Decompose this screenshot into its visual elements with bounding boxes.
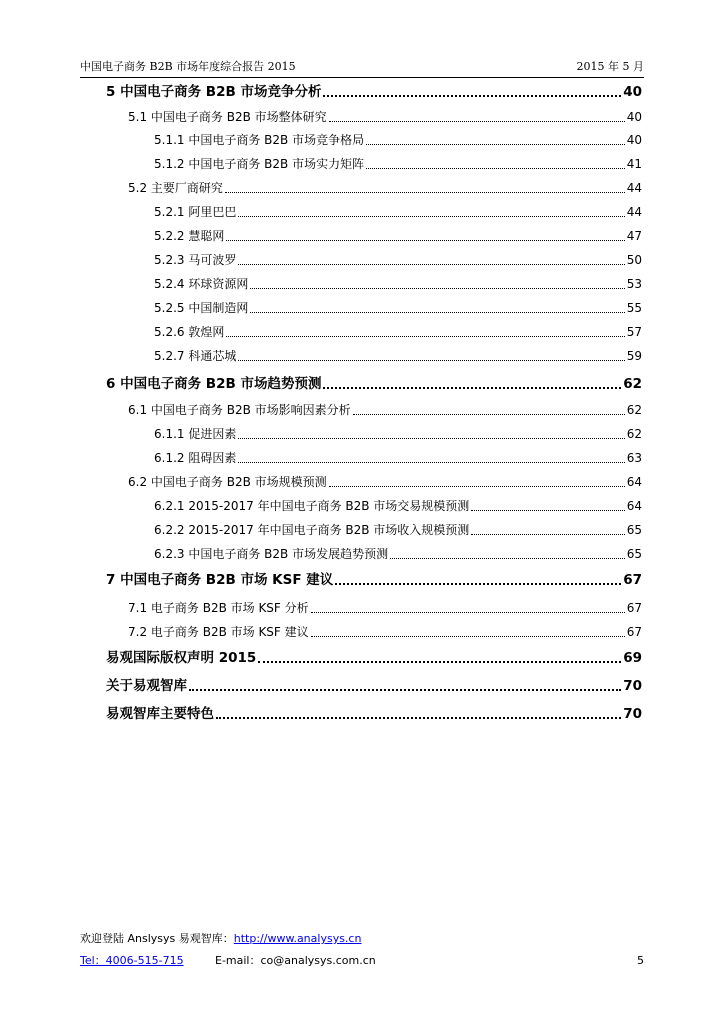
toc-dot-leader — [225, 192, 625, 193]
toc-entry-title: 7 中国电子商务 B2B 市场 KSF 建议 — [106, 572, 334, 588]
toc-entry-title: 5 中国电子商务 B2B 市场竞争分析 — [106, 84, 322, 100]
toc-dot-leader — [238, 216, 624, 217]
toc-dot-leader — [258, 661, 621, 663]
footer-welcome-text: 欢迎登陆 Anslysys 易观智库： — [80, 932, 234, 945]
toc-entry-page: 62 — [626, 403, 642, 417]
toc-entry-title: 7.2 电子商务 B2B 市场 KSF 建议 — [128, 625, 309, 639]
toc-entry[interactable] — [154, 424, 642, 444]
toc-entry-page: 57 — [626, 325, 642, 339]
toc-dot-leader — [329, 486, 625, 487]
toc-entry[interactable] — [106, 648, 642, 668]
toc-entry-page: 40 — [623, 84, 642, 100]
toc-entry-title: 6.1.2 阻碍因素 — [154, 451, 237, 465]
toc-entry-page: 63 — [626, 451, 642, 465]
toc-entry[interactable] — [106, 676, 642, 696]
header-report-title: 中国电子商务 B2B 市场年度综合报告 2015 — [80, 60, 296, 73]
toc-dot-leader — [366, 144, 625, 145]
toc-entry-title: 5.2 主要厂商研究 — [128, 181, 223, 195]
toc-entry-page: 64 — [626, 499, 642, 513]
toc-entry[interactable] — [154, 448, 642, 468]
toc-entry-page: 69 — [623, 650, 642, 666]
toc-entry-title: 6.2 中国电子商务 B2B 市场规模预测 — [128, 475, 327, 489]
toc-entry[interactable] — [154, 154, 642, 174]
toc-entry-title: 易观智库主要特色 — [106, 706, 214, 722]
toc-entry[interactable] — [154, 130, 642, 150]
toc-entry[interactable] — [154, 226, 642, 246]
toc-entry-title: 6.1.1 促进因素 — [154, 427, 237, 441]
toc-dot-leader — [353, 414, 625, 415]
footer-tel[interactable]: Tel：4006-515-715 — [80, 954, 184, 967]
toc-entry-page: 44 — [626, 205, 642, 219]
toc-dot-leader — [366, 168, 625, 169]
toc-entry-title: 5.2.6 敦煌网 — [154, 325, 225, 339]
page-footer — [80, 930, 644, 968]
toc-dot-leader — [226, 336, 624, 337]
header-date: 2015 年 5 月 — [576, 60, 644, 73]
toc-entry[interactable] — [106, 82, 642, 102]
toc-entry[interactable] — [154, 298, 642, 318]
toc-dot-leader — [323, 387, 621, 389]
toc-entry-page: 70 — [623, 706, 642, 722]
toc-entry-title: 5.1.2 中国电子商务 B2B 市场实力矩阵 — [154, 157, 365, 171]
toc-entry-title: 5.1.1 中国电子商务 B2B 市场竞争格局 — [154, 133, 365, 147]
toc-dot-leader — [335, 583, 621, 585]
toc-dot-leader — [226, 240, 624, 241]
toc-dot-leader — [311, 636, 625, 637]
toc-entry-title: 关于易观智库 — [106, 678, 187, 694]
toc-entry-page: 47 — [626, 229, 642, 243]
toc-entry[interactable] — [154, 322, 642, 342]
toc-entry-page: 65 — [626, 523, 642, 537]
footer-email: E-mail：co@analysys.com.cn — [215, 954, 376, 967]
toc-dot-leader — [250, 288, 624, 289]
toc-entry-title: 7.1 电子商务 B2B 市场 KSF 分析 — [128, 601, 309, 615]
toc-entry-page: 40 — [626, 110, 642, 124]
toc-entry-page: 62 — [626, 427, 642, 441]
toc-entry-page: 67 — [626, 625, 642, 639]
toc-entry-page: 70 — [623, 678, 642, 694]
toc-entry-page: 44 — [626, 181, 642, 195]
toc-entry[interactable] — [154, 544, 642, 564]
toc-dot-leader — [189, 689, 621, 691]
toc-entry-title: 5.2.2 慧聪网 — [154, 229, 225, 243]
toc-dot-leader — [238, 264, 624, 265]
toc-dot-leader — [238, 462, 624, 463]
toc-dot-leader — [471, 510, 624, 511]
toc-entry[interactable] — [154, 496, 642, 516]
page-header — [80, 58, 644, 78]
toc-entry[interactable] — [154, 202, 642, 222]
toc-entry-title: 6.1 中国电子商务 B2B 市场影响因素分析 — [128, 403, 351, 417]
toc-entry-page: 53 — [626, 277, 642, 291]
toc-dot-leader — [311, 612, 625, 613]
toc-entry-title: 6 中国电子商务 B2B 市场趋势预测 — [106, 376, 322, 392]
toc-entry-title: 易观国际版权声明 2015 — [106, 650, 257, 666]
toc-entry-page: 67 — [623, 572, 642, 588]
toc-entry-page: 67 — [626, 601, 642, 615]
toc-entry-title: 5.2.3 马可波罗 — [154, 253, 237, 267]
toc-entry-title: 5.2.4 环球资源网 — [154, 277, 249, 291]
toc-dot-leader — [390, 558, 625, 559]
toc-entry[interactable] — [106, 570, 642, 590]
toc-dot-leader — [238, 438, 624, 439]
toc-entry-page: 59 — [626, 349, 642, 363]
toc-entry[interactable] — [154, 520, 642, 540]
toc-entry-page: 62 — [623, 376, 642, 392]
page-number: 5 — [637, 954, 644, 967]
toc-entry-page: 40 — [626, 133, 642, 147]
toc-entry-page: 41 — [626, 157, 642, 171]
toc-entry-page: 55 — [626, 301, 642, 315]
toc-dot-leader — [471, 534, 624, 535]
toc-entry-page: 50 — [626, 253, 642, 267]
toc-entry[interactable] — [128, 598, 642, 618]
toc-entry-title: 6.2.2 2015-2017 年中国电子商务 B2B 市场收入规模预测 — [154, 523, 470, 537]
toc-entry-title: 5.2.7 科通芯城 — [154, 349, 237, 363]
toc-dot-leader — [238, 360, 624, 361]
toc-entry[interactable] — [154, 250, 642, 270]
toc-entry[interactable] — [128, 472, 642, 492]
toc-entry[interactable] — [128, 622, 642, 642]
toc-entry-page: 64 — [626, 475, 642, 489]
toc-entry[interactable] — [128, 178, 642, 198]
toc-entry[interactable] — [154, 274, 642, 294]
toc-entry-page: 65 — [626, 547, 642, 561]
toc-dot-leader — [329, 121, 625, 122]
toc-entry[interactable] — [106, 374, 642, 394]
toc-entry-title: 5.2.1 阿里巴巴 — [154, 205, 237, 219]
toc-entry[interactable] — [106, 704, 642, 724]
toc-entry-title: 6.2.1 2015-2017 年中国电子商务 B2B 市场交易规模预测 — [154, 499, 470, 513]
toc-dot-leader — [216, 717, 621, 719]
toc-entry-title: 5.1 中国电子商务 B2B 市场整体研究 — [128, 110, 327, 124]
toc-entry[interactable] — [128, 400, 642, 420]
toc-entry-title: 5.2.5 中国制造网 — [154, 301, 249, 315]
toc-dot-leader — [323, 95, 621, 97]
toc-entry[interactable] — [154, 346, 642, 366]
toc-entry-title: 6.2.3 中国电子商务 B2B 市场发展趋势预测 — [154, 547, 389, 561]
toc-entry[interactable] — [128, 107, 642, 127]
toc-dot-leader — [250, 312, 624, 313]
footer-website-link[interactable]: http://www.analysys.cn — [233, 932, 362, 945]
